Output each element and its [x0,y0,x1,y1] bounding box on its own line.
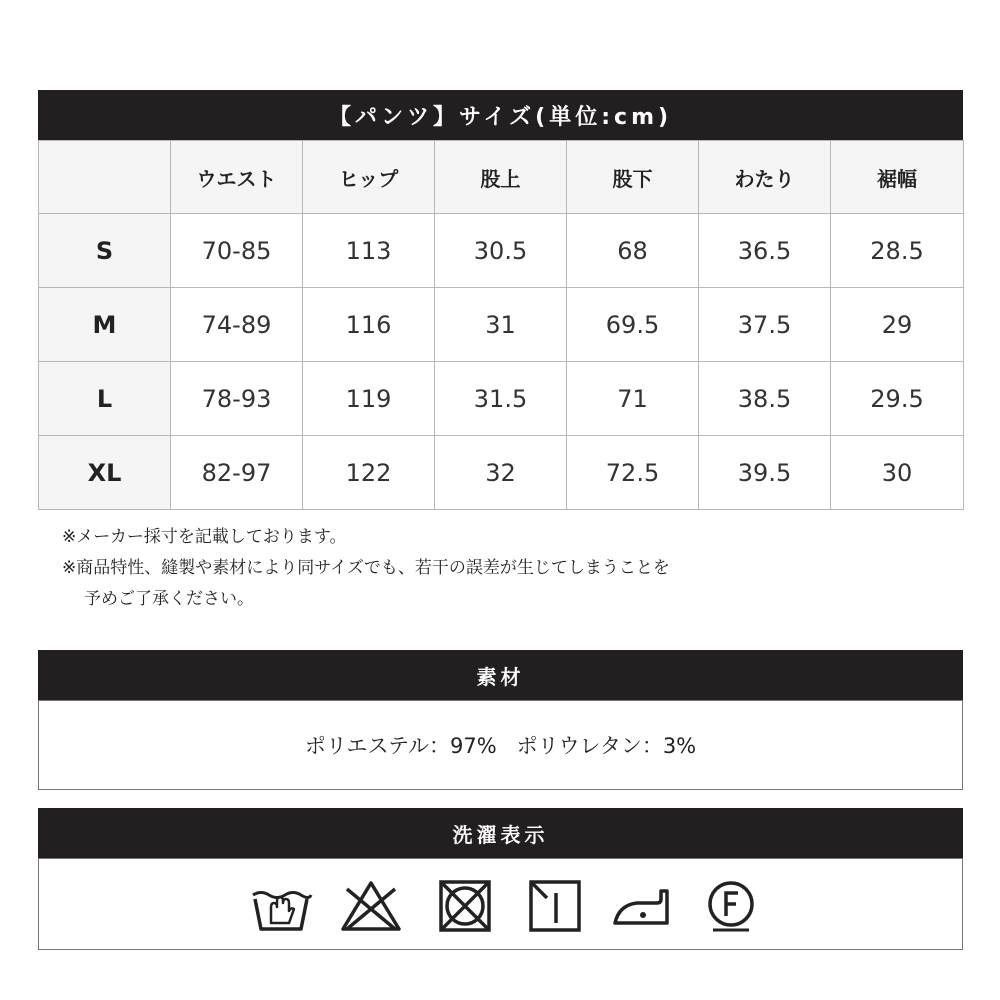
hand-wash-icon [249,879,313,933]
column-header-waist: ウエスト [171,141,303,214]
table-cell: 116 [303,288,435,362]
table-row [39,288,964,362]
note-line: 予めご了承ください。 [84,589,254,609]
no-bleach-icon [339,879,403,933]
table-cell: 29.5 [831,362,964,436]
table-cell: 119 [303,362,435,436]
care-symbols-box [38,858,963,950]
table-cell: 28.5 [831,214,964,288]
table-cell: 78-93 [171,362,303,436]
table-cell: 36.5 [699,214,831,288]
no-tumble-dry-icon [433,879,497,933]
table-cell: 39.5 [699,436,831,510]
table-cell: 113 [303,214,435,288]
table-cell: 30.5 [435,214,567,288]
table-cell: 71 [567,362,699,436]
table-cell: 30 [831,436,964,510]
size-notes [62,522,670,615]
table-cell: 72.5 [567,436,699,510]
material-section-title: 素材 [38,650,963,700]
table-cell: 32 [435,436,567,510]
row-header-size: S [39,214,171,288]
row-header-size: M [39,288,171,362]
column-header-hip: ヒップ [303,141,435,214]
care-section-title: 洗濯表示 [38,808,963,858]
corner-cell [39,141,171,214]
table-row [39,436,964,510]
table-cell: 69.5 [567,288,699,362]
note-line: ※商品特性、縫製や素材により同サイズでも、若干の誤差が生じてしまうことを [62,558,670,578]
table-cell: 74-89 [171,288,303,362]
size-table [38,140,964,510]
line-dry-shade-icon [523,879,587,933]
material-box [38,700,963,790]
material-item: ポリエステル：97% [304,734,497,758]
table-cell: 31.5 [435,362,567,436]
table-header-row [39,141,964,214]
material-item: ポリウレタン：3% [516,734,697,758]
dry-clean-f-icon [699,879,763,933]
table-cell: 70-85 [171,214,303,288]
table-cell: 31 [435,288,567,362]
table-cell: 68 [567,214,699,288]
iron-low-icon [611,879,675,933]
table-row [39,214,964,288]
table-cell: 37.5 [699,288,831,362]
row-header-size: XL [39,436,171,510]
row-header-size: L [39,362,171,436]
table-row [39,362,964,436]
table-cell: 29 [831,288,964,362]
column-header-rise: 股上 [435,141,567,214]
column-header-inseam: 股下 [567,141,699,214]
note-line: ※メーカー採寸を記載しております。 [62,527,347,547]
column-header-thigh: わたり [699,141,831,214]
column-header-hem-width: 裾幅 [831,141,964,214]
table-cell: 38.5 [699,362,831,436]
table-cell: 82-97 [171,436,303,510]
size-section-title: 【パンツ】サイズ(単位:cm) [38,90,963,140]
table-cell: 122 [303,436,435,510]
